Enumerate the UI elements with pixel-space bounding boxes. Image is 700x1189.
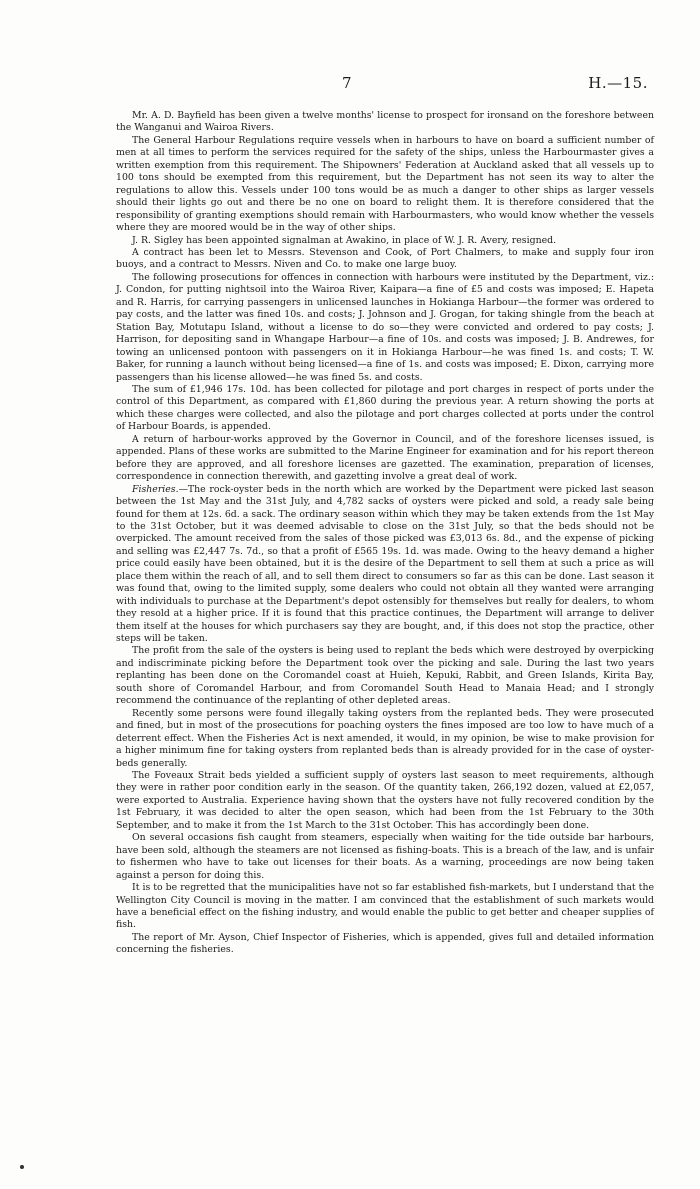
- paragraph: A contract has been let to Messrs. Stevenson and Cook, of Port Chalmers, to make and supply four iron buoys, and a contract to Messrs. Niven and Co. to make one large buoy.: [116, 246, 654, 271]
- section-heading: Fisheries.: [132, 483, 179, 495]
- margin-mark: [20, 1165, 24, 1169]
- paragraph-fisheries: Fisheries.—The rock-oyster beds in the north which are worked by the Department were picked last season between the 1st May and the 31st July, and 4,782 sacks of oysters were picked and sold, a ready sale being found for them at 12s. 6d. a sack. The ordinary season within which they may be taken extends from the 1st May to the 31st October, but it was deemed advisable to close on the 31st July, so that the beds should not be overpicked. The amount received from the sales of those picked was £3,013 6s. 8d., and the expense of picking and selling was £2,447 7s. 7d., so that a profit of £565 19s. 1d. was made. Owing to the heavy demand a higher price could easily have been obtained, but it is the desire of the Department to sell them at such a price as will place them within the reach of all, and to sell them direct to consumers so far as this can be done. Last season it was found that, owing to the limited supply, some dealers who could not obtain all they wanted were arranging with individuals to purchase at the Department's depot ostensibly for themselves but really for dealers, to whom they resold at a higher price. If it is found that this practice continues, the Department will arrange to deliver them itself at the houses for which purchasers say they are bought, and, if this does not stop the practice, other steps will be taken.: [116, 483, 654, 645]
- paragraph: The report of Mr. Ayson, Chief Inspector of Fisheries, which is appended, gives full and detailed information concerning the fisheries.: [116, 931, 654, 956]
- paragraph: Recently some persons were found illegally taking oysters from the replanted beds. They were prosecuted and fined, but in most of the prosecutions for poaching oysters the fines imposed are too low to have much of a deterrent effect. When the Fisheries Act is next amended, it would, in my opinion, be wise to make provision for a higher minimum fine for taking oysters from replanted beds than is already provided for in the case of oyster-beds generally.: [116, 707, 654, 769]
- paragraph: The sum of £1,946 17s. 10d. has been collected for pilotage and port charges in respect of ports under the control of this Department, as compared with £1,860 during the previous year. A return showing the ports at which these charges were collected, and also the pilotage and port charges collected at ports under the control of Harbour Boards, is appended.: [116, 383, 654, 433]
- paragraph: A return of harbour-works approved by the Governor in Council, and of the foreshore licenses issued, is appended. Plans of these works are submitted to the Marine Engineer for examination and for his report thereon before they are approved, and all foreshore licenses are gazetted. The examination, preparation of licenses, correspondence in connection therewith, and gazetting involve a great deal of work.: [116, 433, 654, 483]
- document-body: [116, 110, 654, 957]
- paragraph: On several occasions fish caught from steamers, especially when waiting for the tide outside bar harbours, have been sold, although the steamers are not licensed as fishing-boats. This is a breach of the law, and is unfair to fishermen who have to take out licenses for their boats. As a warning, proceedings are now being taken against a person for doing this.: [116, 832, 654, 881]
- paragraph: It is to be regretted that the municipalities have not so far established fish-markets, but I understand that the Wellington City Council is moving in the matter. I am convinced that the establishment of such markets would have a beneficial effect on the fishing industry, and would enable the public to get better and cheaper supplies of fish.: [116, 882, 654, 931]
- page-header: [0, 74, 700, 100]
- paragraph: The following prosecutions for offences in connection with harbours were instituted by the Department, viz.: J. Condon, for putting nightsoil into the Wairoa River, Kaipara—a fine of £5 and costs was imposed; E. Hapeta and R. Harris, for carrying passengers in unlicensed launches in Hokianga Harbour—the former was ordered to pay costs, and the latter was fined 10s. and costs; J. Johnson and J. Grogan, for taking shingle from the beach at Station Bay, Motutapu Island, without a license to do so—they were convicted and ordered to pay costs; J. Harrison, for depositing sand in Whangape Harbour—a fine of 10s. and costs was imposed; J. B. Andrewes, for towing an unlicensed pontoon with passengers on it in Hokianga Harbour—he was fined 1s. and costs; T. W. Baker, for running a launch without being licensed—a fine of 1s. and costs was imposed; E. Dixon, carrying more passengers than his license allowed—he was fined 5s. and costs.: [116, 271, 654, 383]
- paragraph: J. R. Sigley has been appointed signalman at Awakino, in place of W. J. R. Avery, resigned.: [132, 234, 557, 246]
- paragraph: The profit from the sale of the oysters is being used to replant the beds which were destroyed by overpicking and indiscriminate picking before the Department took over the picking and sale. During the last two years replanting has been done on the Coromandel coast at Huieh, Kepuki, Rabbit, and Green Islands, Kirita Bay, south shore of Coromandel Harbour, and from Coromandel South Head to Manaia Head; and I strongly recommend the continuance of the replanting of other depleted areas.: [116, 645, 654, 707]
- page-number: 7: [342, 74, 352, 92]
- document-code: H.—15.: [588, 74, 648, 92]
- paragraph: The General Harbour Regulations require vessels when in harbours to have on board a sufficient number of men at all times to perform the services required for the safety of the ships, unless the Harbourmaster gives a written exemption from this requirement. The Shipowners' Federation at Auckland asked that all vessels up to 100 tons should be exempted from this requirement, but the Department has not seen its way to alter the regulations to allow this. Vessels under 100 tons would be as much a danger to other ships as larger vessels should their lights go out and there be no one on board to relight them. It is therefore considered that the responsibility of granting exemptions should remain with Harbourmasters, who would know whether the vessels where they are moored would be in the way of other ships.: [116, 134, 654, 234]
- paragraph: The Foveaux Strait beds yielded a sufficient supply of oysters last season to meet requirements, although they were in rather poor condition early in the season. Of the quantity taken, 266,192 dozen, valued at £2,057, were exported to Australia. Experience having shown that the oysters have not fully recovered condition by the 1st February, it was decided to alter the open season, which had been from the 1st February to the 30th September, and to make it from the 1st March to the 31st October. This has accordingly been done.: [116, 770, 654, 831]
- paragraph: Mr. A. D. Bayfield has been given a twelve months' license to prospect for ironsand on the foreshore between the Wanganui and Wairoa Rivers.: [116, 110, 654, 134]
